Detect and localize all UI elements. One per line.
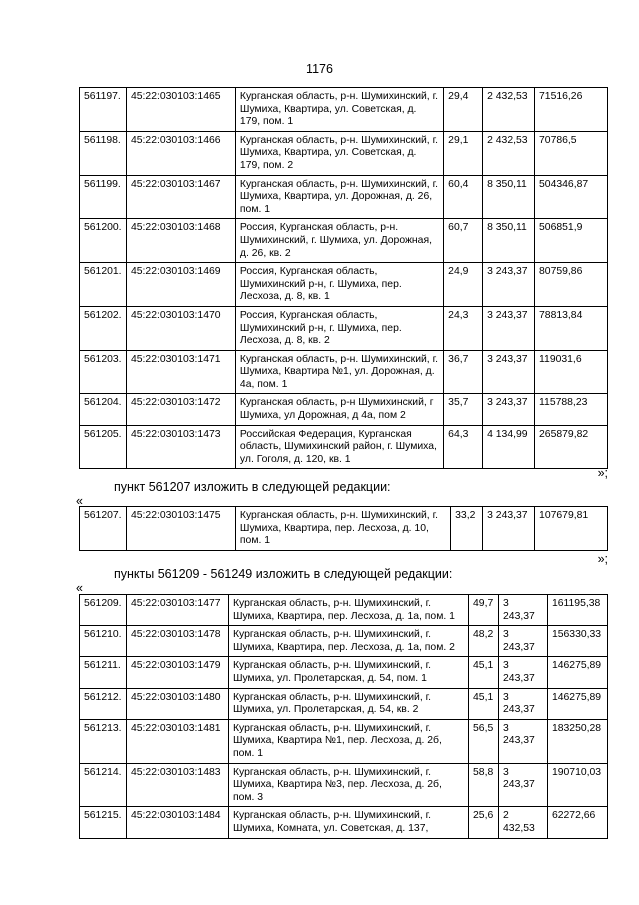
cadastral-value-cell: 107679,81 [535, 507, 608, 551]
table-row [80, 507, 608, 551]
cadastral-value-cell: 504346,87 [535, 175, 608, 219]
rate-cell: 3 243,37 [483, 263, 535, 307]
address-cell: Курганская область, р-н. Шумихинский, г. Шумиха, Квартира, ул. Советская, д. 179, пом. 1 [235, 88, 443, 132]
cadastral-number-cell: 45:22:030103:1481 [126, 719, 228, 763]
area-cell: 58,8 [469, 763, 499, 807]
cadastral-number-cell: 45:22:030103:1466 [126, 131, 235, 175]
page-number: 1176 [306, 62, 333, 76]
area-cell: 36,7 [444, 350, 483, 394]
table-row [80, 219, 608, 263]
table-row [80, 306, 608, 350]
area-cell: 60,4 [444, 175, 483, 219]
table-row [80, 131, 608, 175]
table-row [80, 175, 608, 219]
cadastral-value-cell: 161195,38 [547, 595, 607, 626]
table-row [80, 626, 608, 657]
address-cell: Курганская область, р-н. Шумихинский, г. Шумиха, Квартира №1, ул. Дорожная, д. 4а, пом. 1 [235, 350, 443, 394]
table-row [80, 688, 608, 719]
address-cell: Курганская область, р-н. Шумихинский, г. Шумиха, Квартира, пер. Лесхоза, д. 10, пом. 1 [235, 507, 450, 551]
cadastral-value-cell: 71516,26 [535, 88, 608, 132]
rate-cell: 3 243,37 [483, 507, 535, 551]
cadastral-number-cell: 45:22:030103:1484 [126, 807, 228, 838]
table-row [80, 425, 608, 469]
cadastral-value-cell: 146275,89 [547, 657, 607, 688]
cadastral-value-cell: 265879,82 [535, 425, 608, 469]
area-cell: 29,1 [444, 131, 483, 175]
cadastral-number-cell: 45:22:030103:1479 [126, 657, 228, 688]
rate-cell: 3 243,37 [499, 595, 548, 626]
row-number-cell: 561203. [80, 350, 127, 394]
row-number-cell: 561204. [80, 394, 127, 425]
address-cell: Курганская область, р-н. Шумихинский, г. Шумиха, Квартира, ул. Советская, д. 179, пом. 2 [235, 131, 443, 175]
table-row [80, 807, 608, 838]
cadastral-number-cell: 45:22:030103:1468 [126, 219, 235, 263]
row-number-cell: 561209. [80, 595, 127, 626]
rate-cell: 3 243,37 [499, 657, 548, 688]
row-number-cell: 561201. [80, 263, 127, 307]
cadastral-value-cell: 146275,89 [547, 688, 607, 719]
row-number-cell: 561198. [80, 131, 127, 175]
cadastral-value-cell: 506851,9 [535, 219, 608, 263]
address-cell: Курганская область, р-н. Шумихинский, г. Шумиха, ул. Пролетарская, д. 54, кв. 2 [228, 688, 468, 719]
address-cell: Курганская область, р-н Шумихинский, г Шумиха, ул Дорожная, д 4а, пом 2 [235, 394, 443, 425]
register-table-3 [79, 594, 608, 839]
closing-quote-2: »; [597, 552, 608, 566]
table-row [80, 763, 608, 807]
address-cell: Россия, Курганская область, Шумихинский р-н, г. Шумиха, пер. Лесхоза, д. 8, кв. 1 [235, 263, 443, 307]
row-number-cell: 561212. [80, 688, 127, 719]
address-cell: Курганская область, р-н. Шумихинский, г. Шумиха, Квартира, пер. Лесхоза, д. 1а, пом. 2 [228, 626, 468, 657]
rate-cell: 3 243,37 [483, 306, 535, 350]
area-cell: 33,2 [451, 507, 483, 551]
cadastral-value-cell: 115788,23 [535, 394, 608, 425]
rate-cell: 4 134,99 [483, 425, 535, 469]
table-row [80, 394, 608, 425]
area-cell: 29,4 [444, 88, 483, 132]
cadastral-number-cell: 45:22:030103:1477 [126, 595, 228, 626]
area-cell: 60,7 [444, 219, 483, 263]
row-number-cell: 561202. [80, 306, 127, 350]
row-number-cell: 561213. [80, 719, 127, 763]
address-cell: Курганская область, р-н. Шумихинский, г. Шумиха, Квартира №1, пер. Лесхоза, д. 2б, пом. 1 [228, 719, 468, 763]
rate-cell: 2 432,53 [483, 88, 535, 132]
address-cell: Курганская область, р-н. Шумихинский, г. Шумиха, Квартира, пер. Лесхоза, д. 1а, пом. 1 [228, 595, 468, 626]
cadastral-number-cell: 45:22:030103:1472 [126, 394, 235, 425]
row-number-cell: 561215. [80, 807, 127, 838]
table-row [80, 263, 608, 307]
cadastral-value-cell: 156330,33 [547, 626, 607, 657]
cadastral-value-cell: 119031,6 [535, 350, 608, 394]
area-cell: 35,7 [444, 394, 483, 425]
address-cell: Курганская область, р-н. Шумихинский, г. Шумиха, Комната, ул. Советская, д. 137, [228, 807, 468, 838]
row-number-cell: 561211. [80, 657, 127, 688]
rate-cell: 3 243,37 [483, 394, 535, 425]
row-number-cell: 561199. [80, 175, 127, 219]
row-number-cell: 561197. [80, 88, 127, 132]
cadastral-number-cell: 45:22:030103:1480 [126, 688, 228, 719]
table-row [80, 657, 608, 688]
cadastral-value-cell: 78813,84 [535, 306, 608, 350]
area-cell: 64,3 [444, 425, 483, 469]
address-cell: Россия, Курганская область, р-н. Шумихинский, г. Шумиха, ул. Дорожная, д. 26, кв. 2 [235, 219, 443, 263]
row-number-cell: 561207. [80, 507, 127, 551]
rate-cell: 8 350,11 [483, 175, 535, 219]
cadastral-value-cell: 62272,66 [547, 807, 607, 838]
rate-cell: 3 243,37 [499, 688, 548, 719]
cadastral-number-cell: 45:22:030103:1469 [126, 263, 235, 307]
rate-cell: 2 432,53 [499, 807, 548, 838]
cadastral-number-cell: 45:22:030103:1483 [126, 763, 228, 807]
table-row [80, 88, 608, 132]
register-table-2 [79, 506, 608, 551]
table-row [80, 719, 608, 763]
cadastral-number-cell: 45:22:030103:1465 [126, 88, 235, 132]
amendment-text-2: пункты 561209 - 561249 изложить в следующей редакции: [114, 567, 453, 581]
address-cell: Российская Федерация, Курганская область, Шумихинский район, г. Шумиха, ул. Гоголя, д. 120, кв. 1 [235, 425, 443, 469]
table-row [80, 595, 608, 626]
rate-cell: 3 243,37 [483, 350, 535, 394]
row-number-cell: 561210. [80, 626, 127, 657]
cadastral-value-cell: 190710,03 [547, 763, 607, 807]
table-row [80, 350, 608, 394]
row-number-cell: 561214. [80, 763, 127, 807]
closing-quote-1: »; [597, 466, 608, 480]
cadastral-number-cell: 45:22:030103:1473 [126, 425, 235, 469]
cadastral-number-cell: 45:22:030103:1471 [126, 350, 235, 394]
rate-cell: 3 243,37 [499, 719, 548, 763]
area-cell: 45,1 [469, 657, 499, 688]
amendment-text-1: пункт 561207 изложить в следующей редакции: [114, 480, 391, 494]
opening-quote-1: « [76, 494, 83, 508]
cadastral-value-cell: 70786,5 [535, 131, 608, 175]
rate-cell: 3 243,37 [499, 763, 548, 807]
row-number-cell: 561200. [80, 219, 127, 263]
area-cell: 25,6 [469, 807, 499, 838]
cadastral-number-cell: 45:22:030103:1478 [126, 626, 228, 657]
rate-cell: 2 432,53 [483, 131, 535, 175]
cadastral-value-cell: 183250,28 [547, 719, 607, 763]
rate-cell: 8 350,11 [483, 219, 535, 263]
area-cell: 45,1 [469, 688, 499, 719]
address-cell: Курганская область, р-н. Шумихинский, г. Шумиха, ул. Пролетарская, д. 54, пом. 1 [228, 657, 468, 688]
rate-cell: 3 243,37 [499, 626, 548, 657]
area-cell: 49,7 [469, 595, 499, 626]
cadastral-value-cell: 80759,86 [535, 263, 608, 307]
area-cell: 56,5 [469, 719, 499, 763]
address-cell: Курганская область, р-н. Шумихинский, г. Шумиха, Квартира, ул. Дорожная, д. 26, пом. 1 [235, 175, 443, 219]
area-cell: 48,2 [469, 626, 499, 657]
area-cell: 24,9 [444, 263, 483, 307]
area-cell: 24,3 [444, 306, 483, 350]
cadastral-number-cell: 45:22:030103:1467 [126, 175, 235, 219]
cadastral-number-cell: 45:22:030103:1470 [126, 306, 235, 350]
address-cell: Россия, Курганская область, Шумихинский р-н, г. Шумиха, пер. Лесхоза, д. 8, кв. 2 [235, 306, 443, 350]
opening-quote-2: « [76, 581, 83, 595]
register-table-1 [79, 87, 608, 469]
row-number-cell: 561205. [80, 425, 127, 469]
address-cell: Курганская область, р-н. Шумихинский, г. Шумиха, Квартира №3, пер. Лесхоза, д. 2б, пом. 3 [228, 763, 468, 807]
cadastral-number-cell: 45:22:030103:1475 [126, 507, 235, 551]
